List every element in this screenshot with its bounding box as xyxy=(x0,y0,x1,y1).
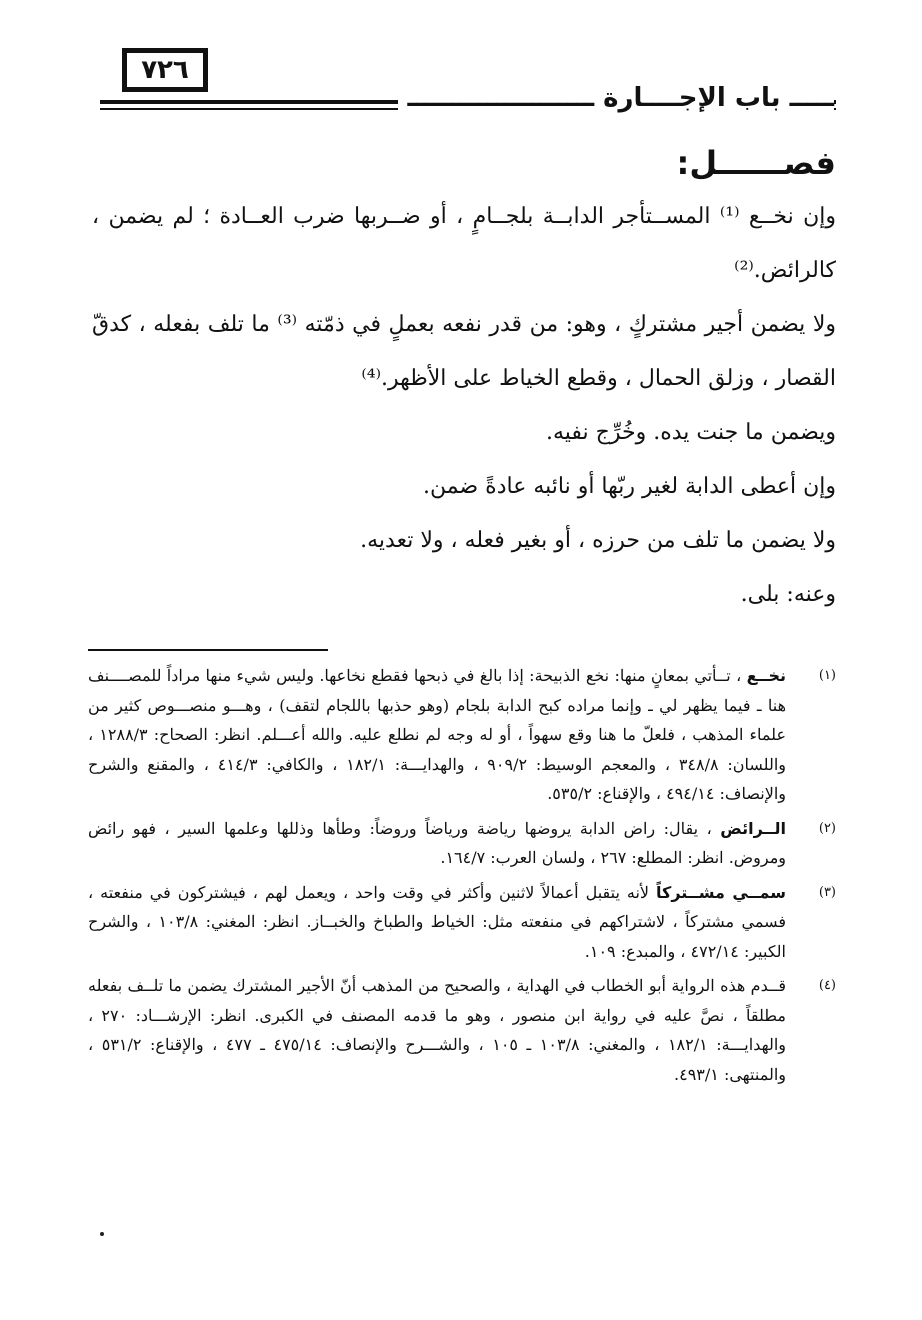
footnote-text xyxy=(88,814,786,873)
running-title: ـــــ باب الإجــــارة ـــــــــــــــــــــ xyxy=(398,80,835,116)
footnote-body: ، تــأتي بمعانٍ منها: نخع الذبيحة: إذا بالغ في ذبحها فقطع نخاعها. وليس شيء منها مراداً للمصــــنف هنا ـ فيما يظهر لي ـ وإنما مراده كبح الدابة بلجام (وهو حذبها باللجام لتقف) ، وهـــو منصـــوص كثير من علماء المذهب ، فلعلّ ما هنا وقع سهواً ، أو له وجه لم نطلع عليه. والله أعـــلم. انظر: الصحاح: ١٢٨٨/٣ ، واللسان: ٣٤٨/٨ ، والمعجم الوسيط: ٩٠٩/٢ ، والهدايـــة: ١٨٢/١ ، والكافي: ٤١٤/٣ ، والمقنع والشرح والإنصاف: ٤٩٤/١٤ ، والإقناع: ٥٣٥/٢. xyxy=(88,666,787,803)
footnote-term: نخــع xyxy=(746,666,786,685)
paragraph: ولا يضمن ما تلف من حرزه ، أو بغير فعله ، ولا تعديه. xyxy=(360,528,836,553)
footnote-number: (١) xyxy=(818,668,836,683)
footnote-body: لأنه يتقبل أعمالاً لاثنين وأكثر في وقت واحد ، ويعمل لهم ، فيشتركون في منفعته ، فسمي مشتركاً ، لاشتراكهم في منفعته مثل: الخياط والطباخ والخبــاز. انظر: المغني: ١٠٣/٨ ، والشرح الكبير: ٤٧٢/١٤ ، والمبدع: ١٠٩. xyxy=(88,882,786,961)
footnote xyxy=(88,661,836,809)
footnote-text xyxy=(88,661,786,809)
footnote xyxy=(88,878,836,967)
footnote xyxy=(88,971,836,1089)
paragraph: وإن نخــع ⁽¹⁾ المســتأجر الدابــة بلجــامٍ ، أو ضــربها ضرب العــادة ؛ لم يضمن ، كالرائض.⁽²⁾ xyxy=(92,204,836,283)
section-title: فصــــــل: xyxy=(676,144,836,182)
paragraph: ويضمن ما جنت يده. وخُرِّج نفيه. xyxy=(545,420,836,445)
footnote-body: قــدم هذه الرواية أبو الخطاب في الهداية ، والصحيح من المذهب أنّ الأجير المشترك يضمن ما تلــف بفعله مطلقاً ، نصَّ عليه في رواية ابن منصور ، وهو ما قدمه المصنف في الكبرى. انظر: الإرشـــاد: ٢٧٠ ، والهدايـــة: ١٨٢/١ ، والمغني: ١٠٣/٨ ـ ١٠٥ ، والشـــرح والإنصاف: ٤٧٥/١٤ ـ ٤٧٧ ، والإقناع: ٥٣١/٢ ، والمنتهى: ٤٩٣/١. xyxy=(88,976,787,1084)
footnote-number: (٣) xyxy=(818,884,836,900)
footnote-number: (٤) xyxy=(818,978,836,993)
footnote-term: الــرائض xyxy=(720,818,786,838)
paragraph: وعنه: بلى. xyxy=(740,582,836,607)
footnote-text xyxy=(88,878,786,967)
paragraph: وإن أعطى الدابة لغير ربّها أو نائبه عادةً ضمن. xyxy=(423,474,836,499)
footnote xyxy=(88,814,836,873)
footnote-body: ، يقال: راض الدابة يروضها رياضة ورياضاً وروضاً: وطأها وذللها وعلمها السير ، فهو رائض ومروض. انظر: المطلع: ٢٦٧ ، ولسان العرب: ١٦٤/٧. xyxy=(88,818,786,867)
main-text xyxy=(92,190,836,622)
footnote-number: (٢) xyxy=(818,820,836,836)
stray-mark xyxy=(100,1232,104,1236)
footnotes xyxy=(88,661,836,1094)
page-number: ٧٢٦ xyxy=(122,48,208,92)
paragraph: ولا يضمن أجير مشتركٍ ، وهو: من قدر نفعه بعملٍ في ذمّته ⁽³⁾ ما تلف بفعله ، كدقّ القصار ، وزلق الحمال ، وقطع الخياط على الأظهر.⁽⁴⁾ xyxy=(92,312,837,391)
footnote-separator xyxy=(88,649,328,651)
footnote-text xyxy=(88,971,786,1089)
footnote-term: سمــي مشــتركاً xyxy=(656,882,786,902)
